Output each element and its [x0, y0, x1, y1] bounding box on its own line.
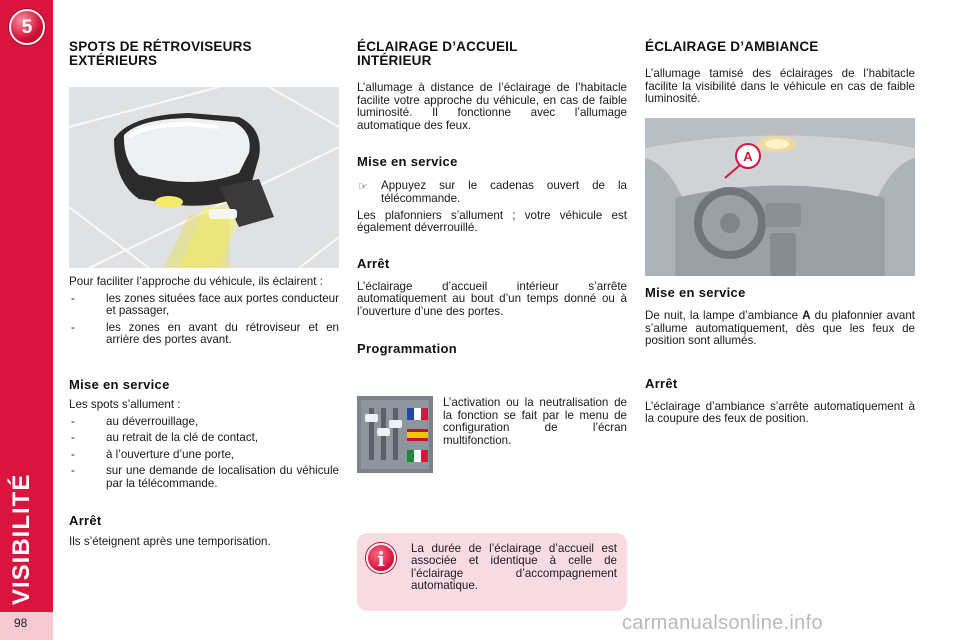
chapter-title: VISIBILITÉ — [8, 473, 35, 605]
arret-text: Ils s’éteignent après une temporisation. — [69, 534, 271, 548]
chapter-number: 5 — [21, 17, 33, 38]
subheading-mise-en-service: Mise en service — [645, 285, 746, 300]
subheading-arret: Arrêt — [645, 375, 678, 391]
mirror-spots-intro: Pour faciliter l’approche du véhicule, ils éclairent : — [69, 275, 323, 288]
ambient-lighting-intro: L’allumage tamisé des éclairages de l’habitacle facilite la visibilité dans le véhicule en cas de faible luminosité. — [645, 67, 915, 106]
list-item: - les zones en avant du rétroviseur et en arrière des portes avant. — [69, 322, 339, 347]
list-item: - au retrait de la clé de contact, — [69, 432, 339, 445]
section-title-mirror-spots — [69, 40, 339, 68]
info-note-box — [357, 533, 627, 611]
chapter-side-tab — [0, 0, 53, 640]
list-item: - les zones situées face aux portes conducteur et passager, — [69, 293, 339, 318]
column-ambient-lighting — [645, 40, 915, 106]
column-mirror-spots-body — [69, 276, 339, 548]
mise-en-service-text — [645, 310, 915, 348]
arret-text: L’éclairage d’accueil intérieur s’arrête automatiquement au bout d’un temps donné ou à l’ouverture d’une des portes. — [357, 279, 627, 318]
text-part: du plafonnier avant s’allume automatiquement, dès que les feux de position sont allumés. — [645, 309, 915, 348]
info-icon: i — [366, 543, 396, 573]
settings-flags-icon — [357, 396, 433, 473]
section-title-ambient-lighting: ÉCLAIRAGE D’AMBIANCE — [645, 39, 819, 54]
subheading-arret: Arrêt — [69, 512, 102, 528]
list-item: - sur une demande de localisation du véhicule par la télécommande. — [69, 465, 339, 490]
title-line-2: INTÉRIEUR — [357, 53, 432, 68]
remote-unlock-instruction — [357, 180, 627, 205]
remote-unlock-text: Appuyez sur le cadenas ouvert de la télécommande. — [381, 179, 627, 205]
programmation-text: L’activation ou la neutralisation de la fonction se fait par le menu de configuration de l’écran multifonction. — [443, 396, 627, 447]
subheading-arret: Arrêt — [357, 255, 390, 271]
text-part: De nuit, la lampe d’ambiance — [645, 309, 799, 322]
subheading-mise-en-service: Mise en service — [357, 154, 458, 170]
welcome-lighting-intro: L’allumage à distance de l’éclairage de l’habitacle facilite votre approche du véhicule, en cas de faible luminosité. Il fonctionne avec l’allumage automatique des feux. — [357, 81, 627, 132]
pointing-hand-icon: ☞ — [358, 181, 368, 194]
mise-en-service-list — [69, 416, 339, 491]
arret-text: L’éclairage d’ambiance s’arrête automatiquement à la coupure des feux de position. — [645, 399, 915, 426]
column-ambient-lighting-body — [645, 285, 915, 426]
subheading-mise-en-service: Mise en service — [69, 376, 170, 392]
column-welcome-lighting — [357, 40, 627, 356]
column-mirror-spots — [69, 40, 339, 68]
mirror-spots-zones-list — [69, 293, 339, 347]
title-line-1: SPOTS DE RÉTROVISEURS — [69, 39, 252, 54]
list-item: - au déverrouillage, — [69, 416, 339, 429]
list-item: - à l’ouverture d’une porte, — [69, 449, 339, 462]
lamp-a-label: A — [802, 309, 811, 322]
cabin-ambient-illustration — [645, 118, 915, 276]
mirror-spot-illustration — [69, 87, 339, 268]
callout-a-label: A — [743, 149, 753, 164]
mise-en-service-intro: Les spots s’allument : — [69, 397, 181, 411]
mise-en-service-text: Les plafonniers s’allument ; votre véhicule est également déverrouillé. — [357, 208, 627, 235]
title-line-1: ÉCLAIRAGE D’ACCUEIL — [357, 39, 518, 54]
info-note-text: La durée de l’éclairage d’accueil est associée et identique à celle de l’éclairage d’accompagnement automatique. — [411, 542, 617, 593]
title-line-2: EXTÉRIEURS — [69, 53, 158, 68]
page-number: 98 — [14, 616, 28, 630]
subheading-programmation: Programmation — [357, 340, 457, 356]
section-title-welcome-lighting — [357, 40, 627, 68]
watermark: carmanualsonline.info — [622, 612, 823, 634]
chapter-badge-icon — [9, 9, 45, 45]
